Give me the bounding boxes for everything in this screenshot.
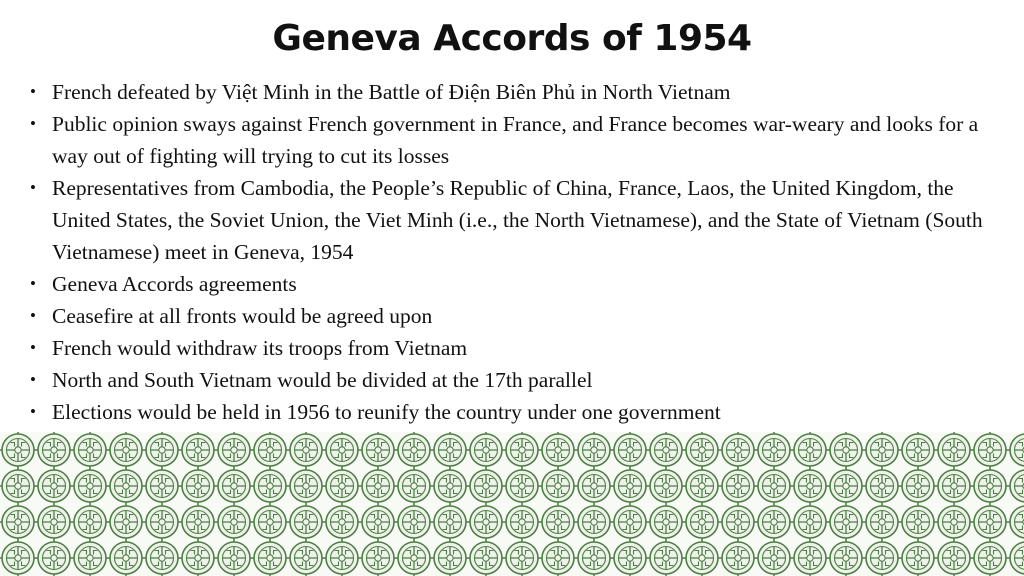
bullet-dot: • [30, 306, 36, 325]
bullet-dot: • [30, 338, 36, 357]
bullet-text: French would withdraw its troops from Vietnam [52, 336, 468, 360]
bullet-item [30, 396, 1005, 428]
bullet-dot: • [30, 82, 36, 101]
bullet-dot: • [30, 370, 36, 389]
bullet-item [30, 76, 1005, 108]
bullet-item [30, 364, 1005, 396]
bullet-text: Ceasefire at all fronts would be agreed upon [52, 304, 433, 328]
bullet-text: Geneva Accords agreements [52, 272, 297, 296]
bullet-item [30, 172, 1005, 268]
bullet-dot: • [30, 402, 36, 421]
bullet-text: Elections would be held in 1956 to reunify the country under one government [52, 400, 721, 424]
decorative-pattern-band [0, 432, 1024, 576]
bullet-text: Representatives from Cambodia, the People’s Republic of China, France, Laos, the United Kingdom, the United States, the Soviet Union, the Viet Minh (i.e., the North Vietnamese), and the State of Vietnam (South Vietnamese) meet in Geneva, 1954 [52, 176, 983, 264]
bullet-dot: • [30, 114, 36, 133]
bullet-list [30, 76, 1005, 428]
bullet-dot: • [30, 274, 36, 293]
circular-knot-pattern [0, 432, 1024, 576]
bullet-item [30, 108, 1005, 172]
bullet-text: North and South Vietnam would be divided at the 17th parallel [52, 368, 593, 392]
bullet-item [30, 268, 1005, 300]
bullet-text: Public opinion sways against French government in France, and France becomes war-weary and looks for a way out of fighting will trying to cut its losses [52, 112, 979, 168]
slide-title: Geneva Accords of 1954 [272, 18, 752, 59]
bullet-item [30, 300, 1005, 332]
bullet-item [30, 332, 1005, 364]
bullet-dot: • [30, 178, 36, 197]
bullet-text: French defeated by Việt Minh in the Battle of Điện Biên Phủ in North Vietnam [52, 80, 731, 104]
